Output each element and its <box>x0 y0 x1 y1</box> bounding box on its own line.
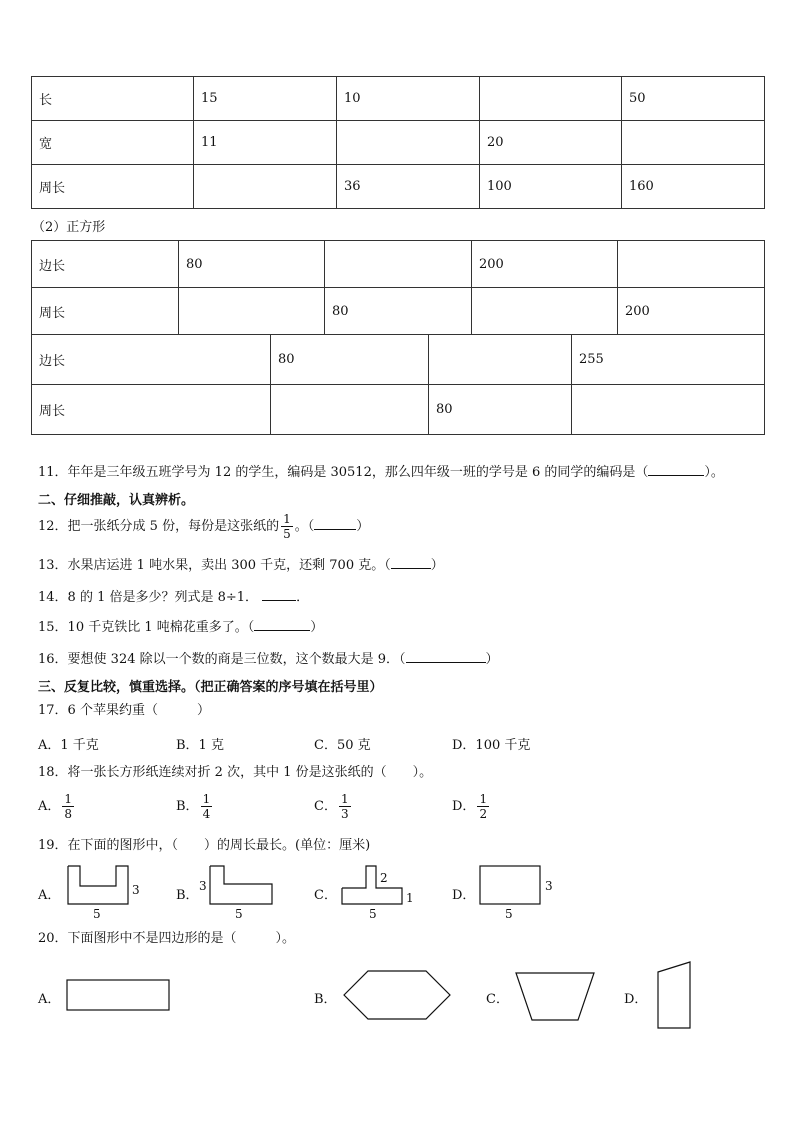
table-cell <box>472 288 618 335</box>
table-cell: 255 <box>572 335 765 385</box>
rectangle-outline <box>480 866 540 904</box>
question-13 <box>38 556 444 575</box>
rectangle-outline <box>67 980 169 1010</box>
table-cell <box>429 335 572 385</box>
answer-blank[interactable] <box>391 556 431 569</box>
square-caption: （2）正方形 <box>32 220 106 235</box>
question-11 <box>38 463 724 482</box>
u-shape-outline <box>68 866 128 904</box>
table-cell: 20 <box>480 121 622 165</box>
question-20: 20．下面图形中不是四边形的是（ ）。 <box>38 931 296 946</box>
option-letter: D． <box>452 799 476 814</box>
row-label: 周长 <box>32 165 194 209</box>
option-b[interactable] <box>176 792 214 821</box>
rectangle-figure-d <box>472 862 562 922</box>
table-cell: 200 <box>472 241 618 288</box>
base-length-label: 5 <box>93 907 101 921</box>
hexagon-outline <box>344 971 450 1019</box>
table-row <box>32 165 765 209</box>
table-row <box>32 121 765 165</box>
right-trapezoid-outline <box>658 962 690 1028</box>
option-d-letter[interactable]: D． <box>624 992 648 1007</box>
table-cell: 36 <box>337 165 480 209</box>
question-text: 16．要想使 324 除以一个数的商是三位数，这个数最大是 9．（ <box>38 652 406 667</box>
table-cell <box>618 241 765 288</box>
table-cell: 10 <box>337 77 480 121</box>
question-close: ） <box>430 558 444 573</box>
question-16 <box>38 650 499 669</box>
fraction <box>201 792 213 821</box>
section-2-heading: 二、仔细推敲，认真辨析。 <box>38 493 195 508</box>
denominator: 5 <box>283 527 291 541</box>
question-end: 。（ <box>294 519 315 534</box>
table-cell <box>271 385 429 435</box>
answer-blank[interactable] <box>406 650 486 663</box>
base-length-label: 5 <box>235 907 243 921</box>
answer-blank[interactable] <box>262 588 296 601</box>
side-length-label: 3 <box>545 879 553 893</box>
answer-blank[interactable] <box>648 463 704 476</box>
answer-blank[interactable] <box>254 618 310 631</box>
table-cell <box>325 241 472 288</box>
table-cell <box>337 121 480 165</box>
hexagon-shape-b <box>336 965 456 1025</box>
side-length-label: 3 <box>132 883 140 897</box>
question-text: 13．水果店运进 1 吨水果，卖出 300 千克，还剩 700 克。（ <box>38 558 391 573</box>
option-c[interactable] <box>314 792 353 821</box>
row-label: 边长 <box>32 335 271 385</box>
row-label: 长 <box>32 77 194 121</box>
fraction <box>62 792 74 821</box>
row-label: 边长 <box>32 241 179 288</box>
trapezoid-outline <box>516 973 594 1020</box>
question-close: ） <box>485 652 499 667</box>
option-a-letter[interactable]: A． <box>38 992 61 1007</box>
question-close: ） <box>310 620 324 635</box>
rectangle-table <box>31 76 765 209</box>
t-shape-outline <box>342 866 402 904</box>
question-18: 18．将一张长方形纸连续对折 2 次，其中 1 份是这张纸的（ ）。 <box>38 765 433 780</box>
base-length-label: 5 <box>505 907 513 921</box>
table-row <box>32 335 765 385</box>
question-text: 12．把一张纸分成 5 份，每份是这张纸的 <box>38 519 280 534</box>
base-length-label: 5 <box>369 907 377 921</box>
option-d[interactable] <box>452 792 491 821</box>
option-b[interactable]: B．1 克 <box>176 738 224 753</box>
table-cell: 80 <box>179 241 325 288</box>
option-letter: B． <box>176 799 199 814</box>
table-cell: 200 <box>618 288 765 335</box>
numerator: 1 <box>283 512 291 526</box>
top-length-label: 2 <box>380 871 388 885</box>
answer-blank[interactable] <box>314 517 356 530</box>
question-17: 17．6 个苹果约重（ ） <box>38 703 210 718</box>
denominator: 8 <box>64 807 73 821</box>
option-b-letter[interactable]: B． <box>314 992 337 1007</box>
option-letter: C． <box>314 799 337 814</box>
table-cell: 50 <box>622 77 765 121</box>
row-label: 宽 <box>32 121 194 165</box>
table-cell: 15 <box>194 77 337 121</box>
l-shape-outline <box>210 866 272 904</box>
table-row <box>32 385 765 435</box>
question-12 <box>38 512 369 541</box>
question-end: ． <box>296 590 310 605</box>
question-text: 15．10 千克铁比 1 吨棉花重多了。（ <box>38 620 255 635</box>
table-row <box>32 77 765 121</box>
denominator: 2 <box>479 807 488 821</box>
option-d[interactable]: D．100 千克 <box>452 738 531 753</box>
section-3-heading: 三、反复比较，慎重选择。（把正确答案的序号填在括号里） <box>38 680 383 695</box>
numerator: 1 <box>340 792 349 806</box>
option-c[interactable]: C．50 克 <box>314 738 371 753</box>
option-c-letter[interactable]: C． <box>486 992 509 1007</box>
rectangle-shape-a <box>60 975 180 1015</box>
numerator: 1 <box>202 792 211 806</box>
option-b-letter[interactable]: B． <box>176 888 199 903</box>
numerator: 1 <box>64 792 73 806</box>
fraction <box>339 792 351 821</box>
table-cell <box>572 385 765 435</box>
row-label: 周长 <box>32 385 271 435</box>
denominator: 4 <box>202 807 211 821</box>
question-text: 11．年年是三年级五班学号为 12 的学生，编码是 30512，那么四年级一班的学号是 6 的同学的编码是（ <box>38 465 649 480</box>
table-cell: 80 <box>429 385 572 435</box>
l-shape-figure-b <box>196 862 286 922</box>
numerator: 1 <box>479 792 488 806</box>
option-d-letter[interactable]: D． <box>452 888 476 903</box>
table-cell: 80 <box>325 288 472 335</box>
denominator: 3 <box>340 807 349 821</box>
fraction <box>281 512 293 541</box>
t-shape-figure-c <box>334 862 424 922</box>
table-cell <box>194 165 337 209</box>
table-cell: 11 <box>194 121 337 165</box>
row-label: 周长 <box>32 288 179 335</box>
option-a-letter[interactable]: A． <box>38 888 61 903</box>
option-a[interactable]: A．1 千克 <box>38 738 99 753</box>
question-end: ）。 <box>704 465 724 480</box>
table-cell: 100 <box>480 165 622 209</box>
trapezoid-shape-c <box>508 967 608 1027</box>
u-shape-figure-a <box>60 862 150 922</box>
option-letter: A． <box>38 799 61 814</box>
table-cell <box>622 121 765 165</box>
question-close: ） <box>356 519 370 534</box>
side-length-label: 3 <box>199 879 207 893</box>
square-table-a <box>31 240 765 335</box>
question-14 <box>38 588 309 607</box>
question-15 <box>38 618 323 637</box>
option-c-letter[interactable]: C． <box>314 888 337 903</box>
table-cell <box>480 77 622 121</box>
option-a[interactable] <box>38 792 76 821</box>
table-cell <box>179 288 325 335</box>
square-table-b <box>31 334 765 435</box>
question-19: 19．在下面的图形中，（ ）的周长最长。(单位：厘米) <box>38 838 371 853</box>
side-length-label: 1 <box>406 891 414 905</box>
table-row <box>32 241 765 288</box>
table-row <box>32 288 765 335</box>
table-cell: 160 <box>622 165 765 209</box>
fraction <box>477 792 489 821</box>
right-trapezoid-shape-d <box>648 958 708 1034</box>
question-text: 14．8 的 1 倍是多少？列式是 8÷1． <box>38 590 259 605</box>
table-cell: 80 <box>271 335 429 385</box>
